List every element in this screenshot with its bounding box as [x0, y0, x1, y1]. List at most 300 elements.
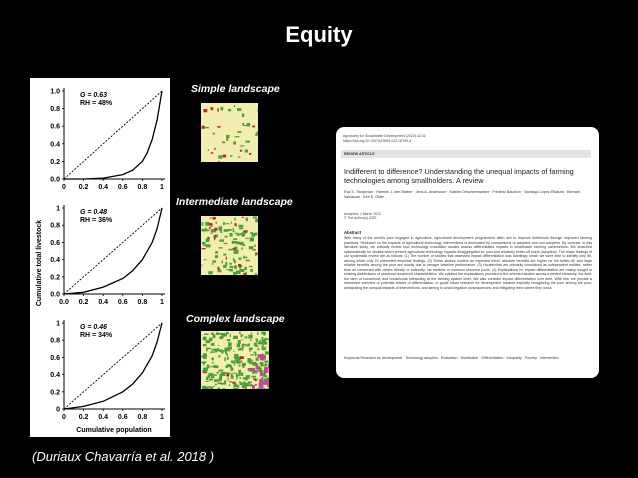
vegetation-patch: [215, 255, 218, 258]
copyright-line: © The Author(s) 2022: [344, 216, 377, 221]
x-axis-label: Cumulative population: [76, 427, 152, 434]
paper-authors: Eva S. Thuijsman · Harmen J. den Braber · Jens A. Andersson · Katrien Descheemaeker · Frédéric Baudron · Santiago López-Ridaura · Bernard Vanlauwe · Ken E. Giller: [344, 190, 581, 199]
vegetation-patch: [233, 142, 236, 145]
vegetation-patch: [237, 360, 241, 363]
vegetation-patch: [233, 336, 238, 339]
vegetation-patch: [223, 333, 227, 336]
y-tick-label: 0.4: [50, 141, 60, 149]
vegetation-patch: [241, 247, 242, 249]
vegetation-patch: [229, 263, 232, 265]
vegetation-patch: [257, 388, 258, 389]
vegetation-patch: [238, 385, 239, 388]
vegetation-patch: [262, 362, 263, 365]
vegetation-patch: [262, 348, 266, 350]
vegetation-patch: [237, 344, 241, 348]
vegetation-patch: [248, 335, 252, 339]
vegetation-patch: [244, 381, 246, 385]
crop-patch: [202, 248, 206, 249]
lorenz-curve: [64, 323, 162, 409]
crop-patch: [244, 230, 248, 232]
vegetation-patch: [201, 355, 206, 356]
vegetation-patch: [251, 376, 256, 378]
vegetation-patch: [227, 357, 229, 360]
vegetation-patch: [202, 222, 204, 226]
vegetation-patch: [262, 370, 263, 372]
gini-label: G = 0.46: [80, 324, 108, 331]
vegetation-patch: [230, 233, 233, 237]
vegetation-patch: [264, 338, 266, 341]
vegetation-patch: [234, 354, 238, 357]
vegetation-patch: [246, 260, 250, 262]
vegetation-patch: [214, 379, 219, 382]
vegetation-patch: [267, 388, 269, 389]
vegetation-patch: [231, 222, 232, 224]
crop-patch: [238, 264, 241, 267]
vegetation-patch: [225, 262, 227, 265]
vegetation-patch: [212, 362, 214, 363]
vegetation-patch: [239, 332, 241, 335]
vegetation-patch: [219, 336, 223, 339]
vegetation-patch: [241, 334, 244, 336]
section-bar: [341, 150, 591, 158]
y-tick-label: 0.2: [50, 158, 60, 166]
crop-patch: [214, 238, 215, 241]
vegetation-patch: [213, 133, 215, 135]
vegetation-patch: [214, 148, 216, 150]
x-tick-label: 0.8: [137, 299, 148, 306]
vegetation-patch: [256, 132, 258, 135]
settlement-patch: [250, 368, 255, 371]
vegetation-patch: [226, 138, 228, 141]
vegetation-patch: [210, 351, 214, 353]
vegetation-patch: [241, 336, 243, 337]
crop-patch: [217, 126, 220, 128]
x-tick-label: 0.6: [117, 299, 128, 306]
equality-line: [64, 91, 162, 179]
paper-dates: [344, 212, 381, 221]
vegetation-patch: [231, 376, 234, 379]
vegetation-patch: [239, 377, 241, 379]
vegetation-patch: [261, 365, 262, 367]
vegetation-patch: [239, 257, 242, 260]
x-tick-label: 0.4: [98, 299, 109, 306]
rh-label: RH = 48%: [80, 100, 113, 107]
x-tick-label: 0.6: [117, 184, 128, 191]
vegetation-patch: [238, 156, 240, 157]
vegetation-patch: [206, 229, 209, 231]
vegetation-patch: [203, 337, 206, 341]
landscape-label-simple: Simple landscape: [191, 83, 280, 95]
vegetation-patch: [228, 378, 229, 381]
vegetation-patch: [239, 225, 244, 228]
keywords-line: Keywords Research for development · Technology adoption · Evaluation · Distribution · Differentiation · Inequality · Poverty · Intervention: [344, 356, 559, 360]
vegetation-patch: [239, 373, 241, 376]
vegetation-patch: [252, 370, 254, 374]
vegetation-patch: [238, 342, 239, 343]
vegetation-patch: [233, 231, 235, 233]
vegetation-patch: [228, 229, 232, 231]
vegetation-patch: [237, 131, 241, 133]
vegetation-patch: [205, 381, 208, 382]
vegetation-patch: [223, 222, 226, 225]
vegetation-patch: [226, 223, 230, 224]
vegetation-patch: [215, 384, 217, 386]
vegetation-patch: [226, 372, 230, 373]
y-axis-label: Cumulative total livestock: [36, 219, 43, 307]
vegetation-patch: [224, 243, 228, 244]
vegetation-patch: [241, 361, 242, 363]
crop-patch: [243, 234, 244, 236]
vegetation-patch: [236, 374, 239, 377]
vegetation-patch: [237, 235, 240, 236]
vegetation-patch: [255, 273, 257, 275]
crop-patch: [226, 374, 229, 377]
vegetation-patch: [254, 352, 257, 354]
vegetation-patch: [216, 332, 219, 335]
vegetation-patch: [227, 339, 231, 341]
vegetation-patch: [213, 365, 215, 366]
vegetation-patch: [245, 336, 248, 338]
vegetation-patch: [230, 155, 233, 157]
vegetation-patch: [249, 246, 254, 249]
vegetation-patch: [204, 361, 207, 363]
x-tick-label: 1: [160, 414, 164, 421]
vegetation-patch: [218, 355, 220, 357]
y-tick-label: 1: [56, 320, 60, 328]
settlement-patch: [263, 381, 269, 385]
vegetation-patch: [213, 386, 215, 387]
accepted-date: Accepted: 1 March 2022: [344, 212, 381, 216]
vegetation-patch: [216, 251, 218, 253]
abstract-text: With many of the world's poor engaged in agriculture, agricultural development programmes often aim to improve livelihoods through improved farming practices. Research on the impacts of agricultural technology interventions is dominated by comparisons of adopters and non-adopters. By contrast, in this literature study, we critically review how technology evaluation studies assess differentiated impacts in smallholder farming communities. We searched systematically for studies which present agricultural technology impacts disaggregated for poor and relatively better-off users (adopters). The major findings of our systematic review are as follows: (1) The number of studies that assessed impact differentiation was startlingly small: we were able to identify only 85, among which only 24 presented empirical findings. (2) These studies confirm an expected trend: absolute benefits are higher for the better-off, and large relative benefits among the poor are mostly due to meagre baseline performance. (3) Households are primarily considered as independent entities, rather than as connected with others directly or indirectly, via markets or common resource pools. (4) Explanations for impact differentiation are mainly sought in existing distributions of structural household characteristics. We collated the explanations provided in the selected studies across a nested hierarchy: the field, the farm or household, and households interacting at the farming system level. We also consider impact differentiation over time. With this, we provide a structured overview of potential drivers of differentiation, to guide future research for development towards explicitly recognizing the poor among the poor, anticipating the unequal impacts of interventions, and aiming to avoid negative consequences, and mitigating them where they occur.: [344, 236, 592, 291]
vegetation-patch: [249, 348, 253, 351]
vegetation-patch: [255, 219, 258, 222]
x-tick-label: 0.4: [98, 414, 109, 421]
vegetation-patch: [233, 238, 237, 240]
crop-patch: [242, 217, 244, 218]
crop-patch: [214, 228, 217, 231]
vegetation-patch: [210, 366, 214, 367]
x-tick-label: 0.6: [117, 414, 128, 421]
crop-patch: [211, 152, 214, 154]
crop-patch: [203, 109, 207, 112]
vegetation-patch: [205, 222, 209, 226]
vegetation-patch: [263, 388, 265, 389]
vegetation-patch: [228, 109, 231, 111]
x-tick-label: 0.8: [137, 414, 148, 421]
vegetation-patch: [224, 229, 229, 232]
vegetation-patch: [268, 363, 269, 364]
vegetation-patch: [253, 216, 257, 218]
landscape-label-complex: Complex landscape: [186, 313, 285, 325]
crop-patch: [223, 155, 227, 158]
vegetation-patch: [230, 266, 234, 268]
crop-patch: [209, 227, 211, 229]
vegetation-patch: [221, 383, 225, 385]
vegetation-patch: [212, 343, 215, 346]
section-label: REVIEW ARTICLE: [344, 152, 375, 156]
vegetation-patch: [208, 149, 209, 151]
vegetation-patch: [226, 354, 228, 356]
vegetation-patch: [250, 269, 253, 272]
vegetation-patch: [257, 348, 259, 350]
y-tick-label: 0.4: [50, 257, 60, 265]
x-tick-label: 0.4: [98, 184, 109, 191]
vegetation-patch: [234, 265, 237, 268]
vegetation-patch: [206, 244, 211, 247]
crop-patch: [217, 108, 219, 111]
gini-label: G = 0.48: [80, 209, 108, 216]
vegetation-patch: [216, 222, 217, 224]
vegetation-patch: [258, 109, 259, 112]
crop-patch: [208, 237, 209, 239]
vegetation-patch: [228, 249, 233, 251]
vegetation-patch: [256, 340, 259, 342]
vegetation-patch: [234, 384, 237, 386]
x-tick-label: 0: [62, 184, 66, 191]
vegetation-patch: [213, 334, 216, 338]
vegetation-patch: [232, 241, 234, 244]
vegetation-patch: [242, 339, 244, 340]
vegetation-patch: [204, 259, 207, 260]
lorenz-curve: [64, 208, 162, 294]
y-tick-label: 0.2: [50, 274, 60, 282]
vegetation-patch: [211, 233, 213, 234]
vegetation-patch: [246, 141, 250, 143]
vegetation-patch: [204, 334, 208, 336]
vegetation-patch: [234, 105, 235, 107]
y-tick-label: 0.8: [50, 106, 60, 114]
y-tick-label: 0.6: [50, 239, 60, 247]
vegetation-patch: [224, 357, 226, 361]
x-tick-label: 0.8: [137, 184, 148, 191]
vegetation-patch: [247, 358, 250, 361]
vegetation-patch: [212, 358, 215, 361]
vegetation-patch: [234, 241, 237, 243]
simple-landscape-map: [201, 103, 258, 162]
vegetation-patch: [219, 349, 223, 351]
gini-label: G = 0.63: [80, 92, 108, 99]
vegetation-patch: [246, 238, 249, 239]
vegetation-patch: [222, 261, 223, 264]
y-tick-label: 0.8: [50, 222, 60, 230]
crop-patch: [249, 153, 251, 155]
vegetation-patch: [234, 218, 235, 221]
vegetation-patch: [233, 373, 238, 374]
crop-patch: [233, 248, 236, 250]
vegetation-patch: [224, 348, 225, 352]
crop-patch: [232, 382, 235, 384]
vegetation-patch: [223, 254, 226, 256]
vegetation-patch: [219, 374, 222, 377]
crop-patch: [211, 107, 214, 110]
vegetation-patch: [244, 257, 248, 259]
vegetation-patch: [209, 218, 211, 219]
y-tick-label: 1: [56, 205, 60, 213]
vegetation-patch: [250, 232, 253, 234]
y-tick-label: 0: [56, 406, 60, 414]
vegetation-patch: [234, 357, 238, 358]
vegetation-patch: [209, 379, 213, 381]
lorenz-curve: [64, 91, 162, 179]
vegetation-patch: [256, 358, 259, 361]
y-tick-label: 0.8: [50, 337, 60, 345]
vegetation-patch: [236, 250, 239, 252]
doi-line: https://doi.org/10.1007/s13593-022-00769-6: [343, 138, 412, 143]
rh-label: RH = 36%: [80, 217, 113, 224]
vegetation-patch: [249, 361, 251, 364]
x-tick-label: 0: [62, 414, 66, 421]
crop-patch: [213, 217, 216, 220]
settlement-patch: [260, 355, 266, 359]
citation: (Duriaux Chavarría et al. 2018 ): [32, 449, 215, 464]
y-tick-label: 0.6: [50, 354, 60, 362]
vegetation-patch: [231, 373, 233, 375]
x-tick-label: 1: [160, 299, 164, 306]
slide-title: Equity: [285, 22, 353, 47]
rh-label: RH = 34%: [80, 332, 113, 339]
vegetation-patch: [236, 270, 241, 274]
vegetation-patch: [206, 239, 210, 242]
vegetation-patch: [203, 245, 206, 246]
vegetation-patch: [239, 267, 241, 269]
crop-patch: [226, 257, 227, 260]
vegetation-patch: [218, 270, 222, 272]
vegetation-patch: [255, 339, 258, 341]
crop-patch: [252, 249, 256, 250]
vegetation-patch: [234, 388, 239, 389]
vegetation-patch: [265, 363, 267, 367]
vegetation-patch: [257, 332, 258, 335]
vegetation-patch: [229, 381, 232, 383]
vegetation-patch: [231, 368, 233, 372]
vegetation-patch: [240, 348, 243, 351]
lorenz-curves-svg: [30, 78, 170, 437]
vegetation-patch: [225, 236, 228, 238]
vegetation-patch: [258, 388, 261, 389]
vegetation-patch: [224, 372, 226, 374]
complex-landscape-map: [201, 331, 269, 389]
lorenz-curves-figure: [30, 78, 170, 437]
vegetation-patch: [245, 377, 249, 380]
vegetation-patch: [240, 382, 244, 385]
vegetation-patch: [222, 141, 225, 143]
vegetation-patch: [219, 333, 222, 335]
vegetation-patch: [240, 242, 244, 245]
vegetation-patch: [242, 114, 244, 118]
y-tick-label: 0.6: [50, 123, 60, 131]
vegetation-patch: [223, 388, 226, 389]
crop-patch: [240, 150, 242, 152]
crop-patch: [234, 223, 236, 226]
vegetation-patch: [233, 272, 236, 275]
vegetation-patch: [205, 370, 207, 373]
landscape-label-intermediate: Intermediate landscape: [176, 196, 293, 208]
crop-patch: [256, 253, 258, 255]
vegetation-patch: [253, 362, 257, 366]
settlement-patch: [260, 372, 263, 377]
crop-patch: [243, 273, 246, 275]
vegetation-patch: [240, 348, 241, 350]
vegetation-patch: [254, 233, 258, 236]
vegetation-patch: [239, 228, 243, 229]
vegetation-patch: [251, 333, 252, 335]
crop-patch: [255, 378, 257, 381]
vegetation-patch: [218, 155, 222, 158]
y-tick-label: 0.2: [50, 389, 60, 397]
vegetation-patch: [256, 379, 257, 381]
vegetation-patch: [242, 385, 247, 388]
paper-thumbnail: [336, 127, 599, 378]
x-tick-label: 0.0: [59, 299, 69, 306]
x-tick-label: 1: [160, 184, 164, 191]
vegetation-patch: [241, 373, 243, 376]
vegetation-patch: [222, 239, 224, 242]
vegetation-patch: [225, 367, 227, 368]
vegetation-patch: [223, 265, 227, 268]
vegetation-patch: [249, 266, 253, 267]
vegetation-patch: [240, 145, 245, 146]
vegetation-patch: [229, 384, 230, 386]
vegetation-patch: [221, 107, 224, 111]
vegetation-patch: [212, 263, 214, 265]
vegetation-patch: [219, 226, 223, 230]
vegetation-patch: [226, 135, 229, 138]
crop-patch: [218, 161, 219, 162]
vegetation-patch: [250, 340, 252, 341]
vegetation-patch: [255, 384, 257, 386]
vegetation-patch: [202, 229, 207, 232]
vegetation-patch: [239, 340, 240, 344]
settlement-patch: [268, 365, 269, 368]
vegetation-patch: [238, 365, 240, 367]
y-tick-label: 0.0: [50, 291, 60, 299]
vegetation-patch: [228, 342, 232, 346]
vegetation-patch: [206, 348, 208, 352]
journal-header: [343, 134, 426, 143]
vegetation-patch: [230, 334, 231, 337]
vegetation-patch: [219, 370, 224, 372]
crop-patch: [242, 364, 243, 366]
vegetation-patch: [215, 349, 218, 353]
crop-patch: [240, 356, 244, 359]
vegetation-patch: [231, 361, 234, 364]
vegetation-patch: [206, 377, 208, 380]
crop-patch: [242, 123, 243, 125]
vegetation-patch: [245, 150, 248, 153]
vegetation-patch: [211, 376, 215, 378]
vegetation-patch: [261, 332, 266, 335]
y-tick-label: 0.4: [50, 372, 60, 380]
vegetation-patch: [204, 386, 206, 388]
vegetation-patch: [218, 345, 219, 346]
x-tick-label: 0.2: [78, 299, 89, 306]
vegetation-patch: [213, 374, 216, 376]
vegetation-patch: [202, 242, 206, 245]
vegetation-patch: [235, 136, 240, 137]
vegetation-patch: [264, 361, 268, 363]
vegetation-patch: [249, 350, 250, 352]
settlement-patch: [252, 385, 255, 389]
vegetation-patch: [262, 373, 266, 376]
vegetation-patch: [254, 245, 256, 247]
vegetation-patch: [255, 346, 258, 347]
settlement-patch: [259, 379, 262, 384]
paper-title: Indifferent to difference? Understanding the unequal impacts of farming technologies among smallholders. A review: [344, 167, 574, 185]
vegetation-patch: [208, 271, 212, 274]
vegetation-patch: [236, 376, 237, 379]
settlement-patch: [259, 383, 264, 388]
